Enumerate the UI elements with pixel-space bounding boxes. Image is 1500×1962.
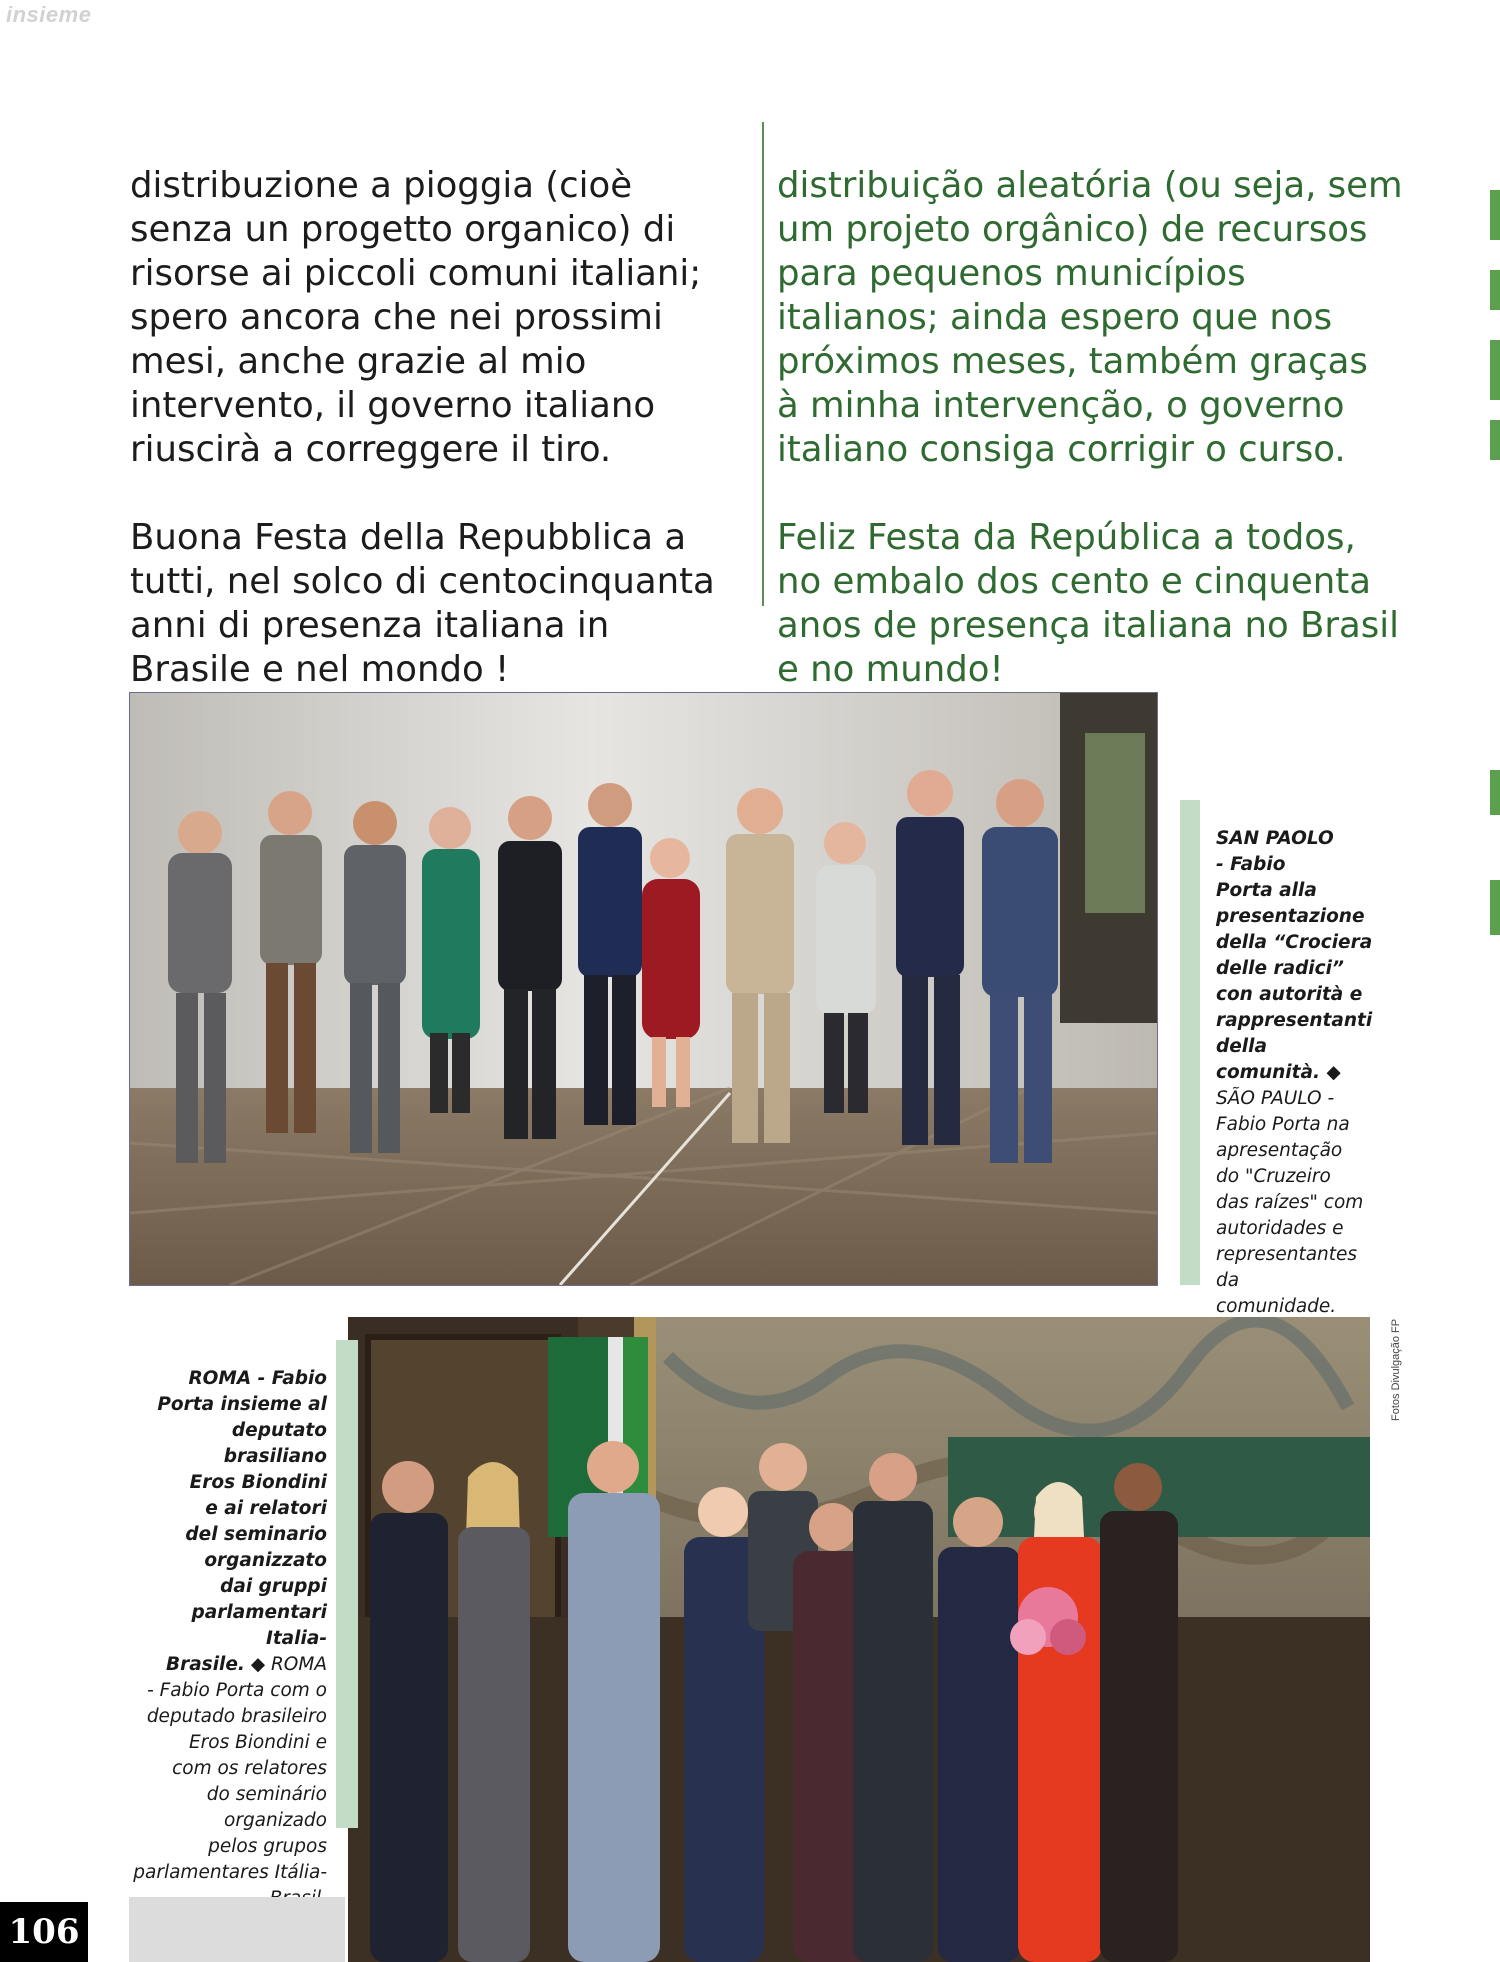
italian-paragraph: distribuzione a pioggia (cioè senza un progetto organico) di risorse ai piccoli comuni italiani; spero ancora che nei prossimi mesi, anche grazie al mio intervento, il governo italiano riuscirà a correggere il tiro. [130, 165, 702, 470]
magazine-masthead: insieme [6, 2, 92, 27]
caption-portuguese-text: SÃO PAULO - Fabio Porta na apresentação do "Cruzeiro das raízes" com autoridades e representantes da comunidade. [1216, 1088, 1364, 1317]
italian-paragraph: Buona Festa della Repubblica a tutti, nel solco di centocinquanta anni di presenza italiana in Brasile e nel mondo ! [130, 517, 715, 690]
caption-italian-lead: SAN PAOLO - Fabio Porta alla presentazione della “Crociera delle radici” con autorità e rappresentanti della comunità. [1216, 828, 1373, 1083]
page-number: 106 [0, 1902, 88, 1962]
footer-bar [129, 1897, 345, 1962]
caption-separator: ◆ [244, 1654, 271, 1675]
edge-tab [1490, 190, 1500, 240]
roma-group-photo [348, 1317, 1370, 1962]
caption-accent-bar [336, 1340, 358, 1828]
caption-italian-lead: ROMA - Fabio Porta insieme al deputato brasiliano Eros Biondini e ai relatori del seminario organizzato dai gruppi parlamentari Italia- Brasile. [157, 1368, 327, 1675]
portuguese-text-column [777, 120, 1437, 736]
caption-portuguese-text: ROMA - Fabio Porta com o deputado brasileiro Eros Biondini e com os relatores do seminário organizado pelos grupos parlamentares Itália- [133, 1654, 327, 1883]
edge-tab [1490, 420, 1500, 460]
portuguese-paragraph: Feliz Festa da República a todos, no embalo dos cento e cinquenta anos de presença italiana no Brasil e no mundo! [777, 517, 1399, 690]
edge-tab [1490, 770, 1500, 815]
edge-tab [1490, 340, 1500, 400]
edge-tab [1490, 880, 1500, 935]
san-paolo-caption [1216, 800, 1396, 1320]
san-paolo-group-photo [129, 692, 1158, 1286]
caption-accent-bar [1180, 800, 1200, 1285]
portuguese-paragraph: distribuição aleatória (ou seja, sem um projeto orgânico) de recursos para pequenos municípios italianos; ainda espero que nos próximos meses, também graças à minha intervenção, o governo italiano consiga corrigir o curso. [777, 165, 1403, 470]
italian-text-column [130, 120, 750, 736]
photo-credit: Fotos Divulgação FP [1390, 1318, 1402, 1421]
column-divider [762, 122, 764, 606]
caption-separator: ◆ [1320, 1062, 1341, 1083]
edge-tab [1490, 270, 1500, 310]
roma-caption [125, 1340, 327, 1912]
